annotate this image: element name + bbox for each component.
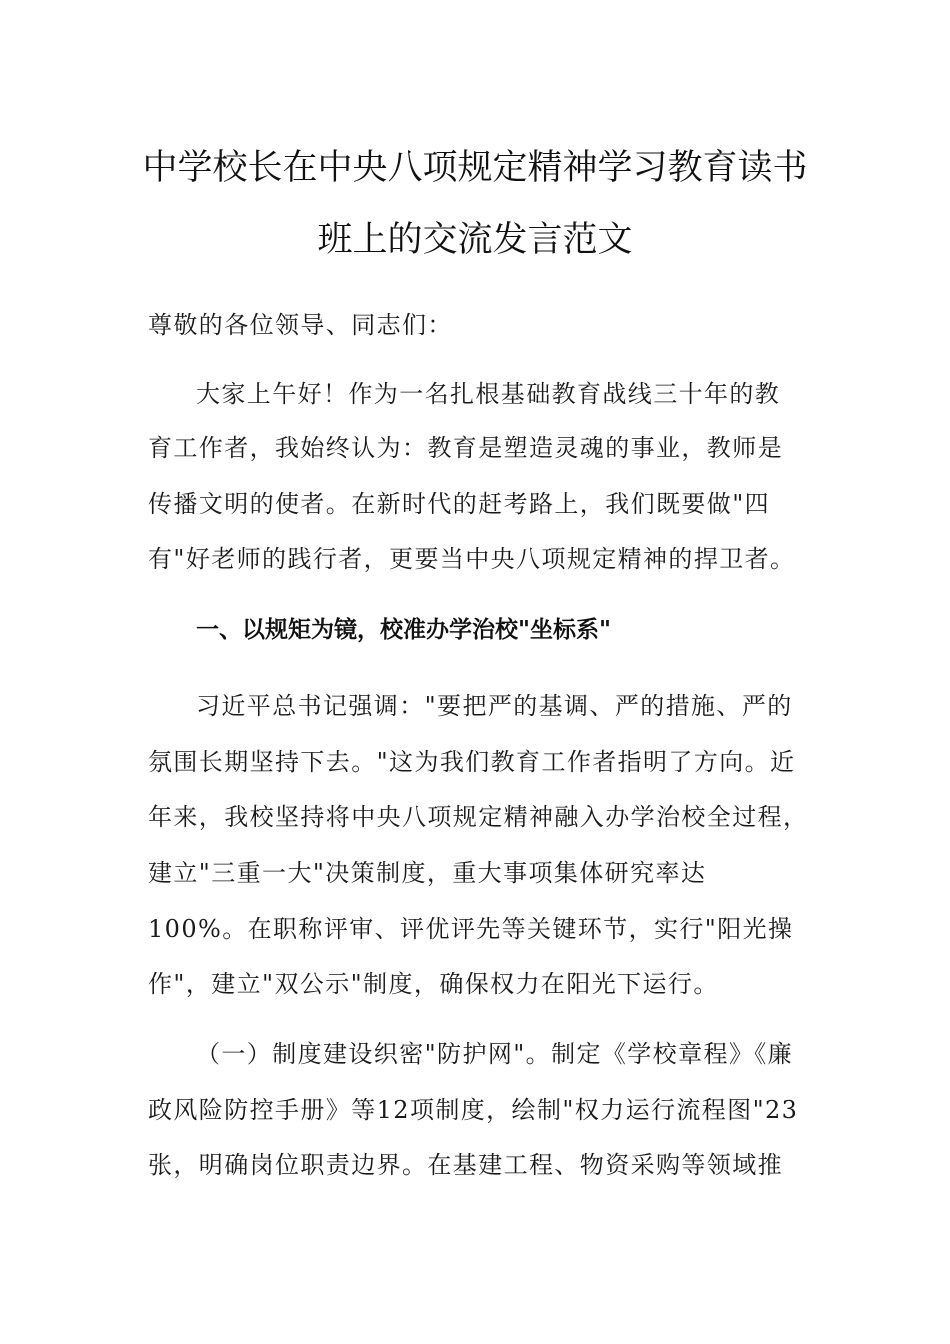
paragraph-1-line-4: 有"好老师的践行者，更要当中央八项规定精神的捍卫者。	[148, 545, 796, 573]
paragraph-3-line-3: 张，明确岗位职责边界。在基建工程、物资采购等领域推	[148, 1151, 783, 1179]
paragraph-2-line-1: 习近平总书记强调："要把严的基调、严的措施、严的	[196, 692, 793, 720]
paragraph-2-line-4: 建立"三重一大"决策制度，重大事项集体研究率达	[148, 859, 707, 887]
paragraph-1-line-2: 育工作者，我始终认为：教育是塑造灵魂的事业，教师是	[148, 434, 783, 462]
document-title-line-1: 中学校长在中央八项规定精神学习教育读书	[142, 148, 808, 188]
document-title-line-2: 班上的交流发言范文	[317, 220, 633, 260]
section-1-heading: 一、以规矩为镜，校准办学治校"坐标系"	[196, 617, 611, 643]
paragraph-1-line-1: 大家上午好！作为一名扎根基础教育战线三十年的教	[196, 380, 781, 408]
paragraph-2-line-6: 作"，建立"双公示"制度，确保权力在阳光下运行。	[148, 970, 719, 998]
paragraph-2-line-3: 年来，我校坚持将中央八项规定精神融入办学治校全过程，	[148, 803, 809, 831]
paragraph-3-line-2: 政风险防控手册》等12项制度，绘制"权力运行流程图"23	[148, 1096, 799, 1124]
paragraph-2-line-5: 100%。在职称评审、评优评先等关键环节，实行"阳光操	[148, 915, 794, 943]
paragraph-3-line-1: （一）制度建设织密"防护网"。制定《学校章程》《廉	[196, 1040, 794, 1068]
salutation: 尊敬的各位领导、同志们：	[148, 311, 453, 339]
paragraph-2-line-2: 氛围长期坚持下去。"这为我们教育工作者指明了方向。近	[148, 748, 796, 776]
paragraph-1-line-3: 传播文明的使者。在新时代的赶考路上，我们既要做"四	[148, 490, 771, 518]
